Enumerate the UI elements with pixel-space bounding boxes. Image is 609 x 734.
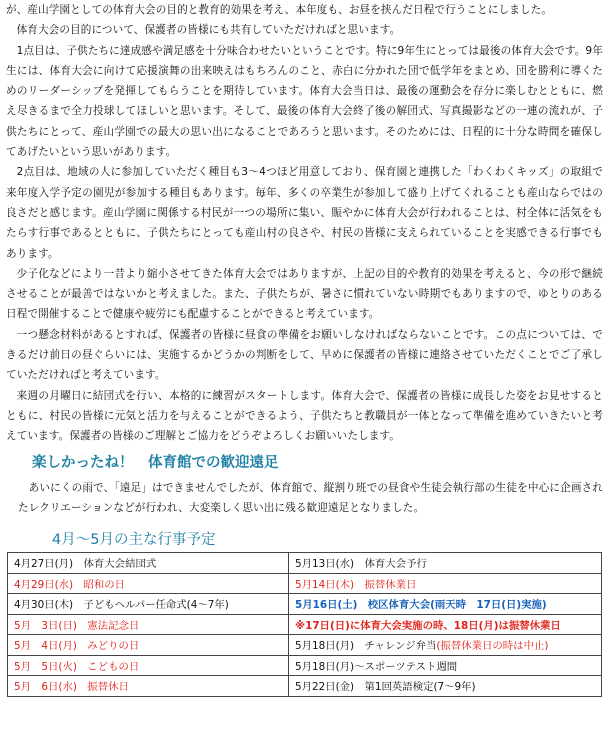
table-row bbox=[8, 573, 602, 594]
purpose-point-1-paragraph: 1点目は、子供たちに達成感や満足感を十分味合わせたいということです。特に9年生にとっては最後の体育大会です。9年生には、体育大会に向けて応援演舞の出来映えはもちろんのこと、赤白に分かれた団で低学年をまとめ、団を勝利に導くためのリーダーシップを発揮してもらうことを期待しています。体育大会当日は、最後の運動会を存分に楽しむとともに、燃え尽きるまで全力投球してほしいと思います。そして、最後の体育大会終了後の解団式、写真撮影などの一連の流れが、子供たちにとって、産山学園での最大の思い出になることであろうと思います。そのためには、日程的に十分な時間を確保してあげたいという思いがあります。 bbox=[6, 44, 603, 159]
schedule-table bbox=[7, 552, 602, 697]
table-row bbox=[8, 655, 602, 676]
table-row bbox=[8, 635, 602, 656]
table-row bbox=[8, 553, 602, 574]
practice-start-paragraph: 来週の月曜日に結団式を行い、本格的に練習がスタートします。体育大会で、保護者の皆様に成長した姿をお見せするとともに、村民の皆様に元気と活力を与えることができるよう、子供たちと教職員が一体となって準備を進めていきたいと考えています。保護者の皆様のご理解とご協力をどうぞよろしくお願いいたします。 bbox=[6, 389, 603, 443]
schedule-cell: 5月13日(水) 体育大会予行 bbox=[289, 553, 602, 574]
newsletter-page bbox=[6, 0, 603, 697]
purpose-point-2-paragraph: 2点目は、地域の人に参加していただく種目も3～4つほど用意しており、保育園と連携した「わくわくキッズ」の取組で来年度入学予定の園児が参加する種目もあります。毎年、多くの卒業生が参加して盛り上げてくれることも産山ならではの良さだと感じます。産山学園に関係する村民が一つの場所に集い、賑やかに体育大会が行われることは、村全体に活気をもたらす行事であるとともに、子供たちにとっても産山村の良さや、村民の皆様に支えられていることを実感できる行事でもあります。 bbox=[6, 166, 603, 260]
schedule-cell: 5月 4日(月) みどりの日 bbox=[8, 635, 289, 656]
table-row bbox=[8, 614, 602, 635]
table-row bbox=[8, 676, 602, 697]
schedule-cell: 5月 6日(水) 振替休日 bbox=[8, 676, 289, 697]
schedule-cell: 4月27日(月) 体育大会結団式 bbox=[8, 553, 289, 574]
table-row bbox=[8, 594, 602, 615]
schedule-cell: 5月 5日(火) こどもの日 bbox=[8, 655, 289, 676]
lunch-concern-paragraph: 一つ懸念材料があるとすれば、保護者の皆様に昼食の準備をお願いしなければならないことです。この点については、できるだけ前日の昼ぐらいには、実施するかどうかの判断をして、早めに保護者の皆様に連絡させていただくことでご了承していただければと考えています。 bbox=[6, 328, 603, 382]
continuation-paragraph: 少子化などにより一昔より縮小させてきた体育大会ではありますが、上記の目的や教育的効果を考えると、今の形で継続させることが最善ではないかと考えました。また、子供たちが、暑さに慣れていない時期でもありますので、ゆとりのある日程で開催することで健康や疲労にも配慮することができると考えています。 bbox=[6, 267, 603, 321]
schedule-cell: 5月 3日(日) 憲法記念日 bbox=[8, 614, 289, 635]
schedule-cell: ※17日(日)に体育大会実施の時、18日(月)は振替休業日 bbox=[289, 614, 602, 635]
schedule-cell: 4月29日(水) 昭和の日 bbox=[8, 573, 289, 594]
schedule-cell: 5月18日(月)～スポーツテスト週間 bbox=[289, 655, 602, 676]
schedule-heading: 4月～5月の主な行事予定 bbox=[52, 532, 216, 549]
schedule-cell: 5月22日(金) 第1回英語検定(7～9年) bbox=[289, 676, 602, 697]
schedule-cell-main: 5月18日(月) チャレンジ弁当 bbox=[295, 640, 437, 653]
excursion-heading: 楽しかったね！ 体育館での歓迎遠足 bbox=[32, 454, 279, 471]
schedule-cell: 5月14日(木) 振替休業日 bbox=[289, 573, 602, 594]
schedule-cell: 5月16日(土) 校区体育大会(雨天時 17日(日)実施) bbox=[289, 594, 602, 615]
schedule-cell-note: (振替休業日の時は中止) bbox=[436, 640, 549, 653]
schedule-cell bbox=[289, 635, 602, 656]
schedule-cell: 4月30日(木) 子どもヘルパー任命式(4～7年) bbox=[8, 594, 289, 615]
purpose-intro-paragraph: 体育大会の目的について、保護者の皆様にも共有していただければと思います。 bbox=[16, 24, 401, 37]
excursion-paragraph: あいにくの雨で、「遠足」はできませんでしたが、体育館で、縦割り班での昼食や生徒会執行部の生徒を中心に企画されたレクリエーションなどが行われ、大変楽しく思い出に残る歓迎遠足となりました。 bbox=[18, 481, 603, 514]
intro-paragraph-continued: が、産山学園としての体育大会の目的と教育的効果を考え、本年度も、お昼を挟んだ日程で行うことにしました。 bbox=[6, 4, 553, 16]
